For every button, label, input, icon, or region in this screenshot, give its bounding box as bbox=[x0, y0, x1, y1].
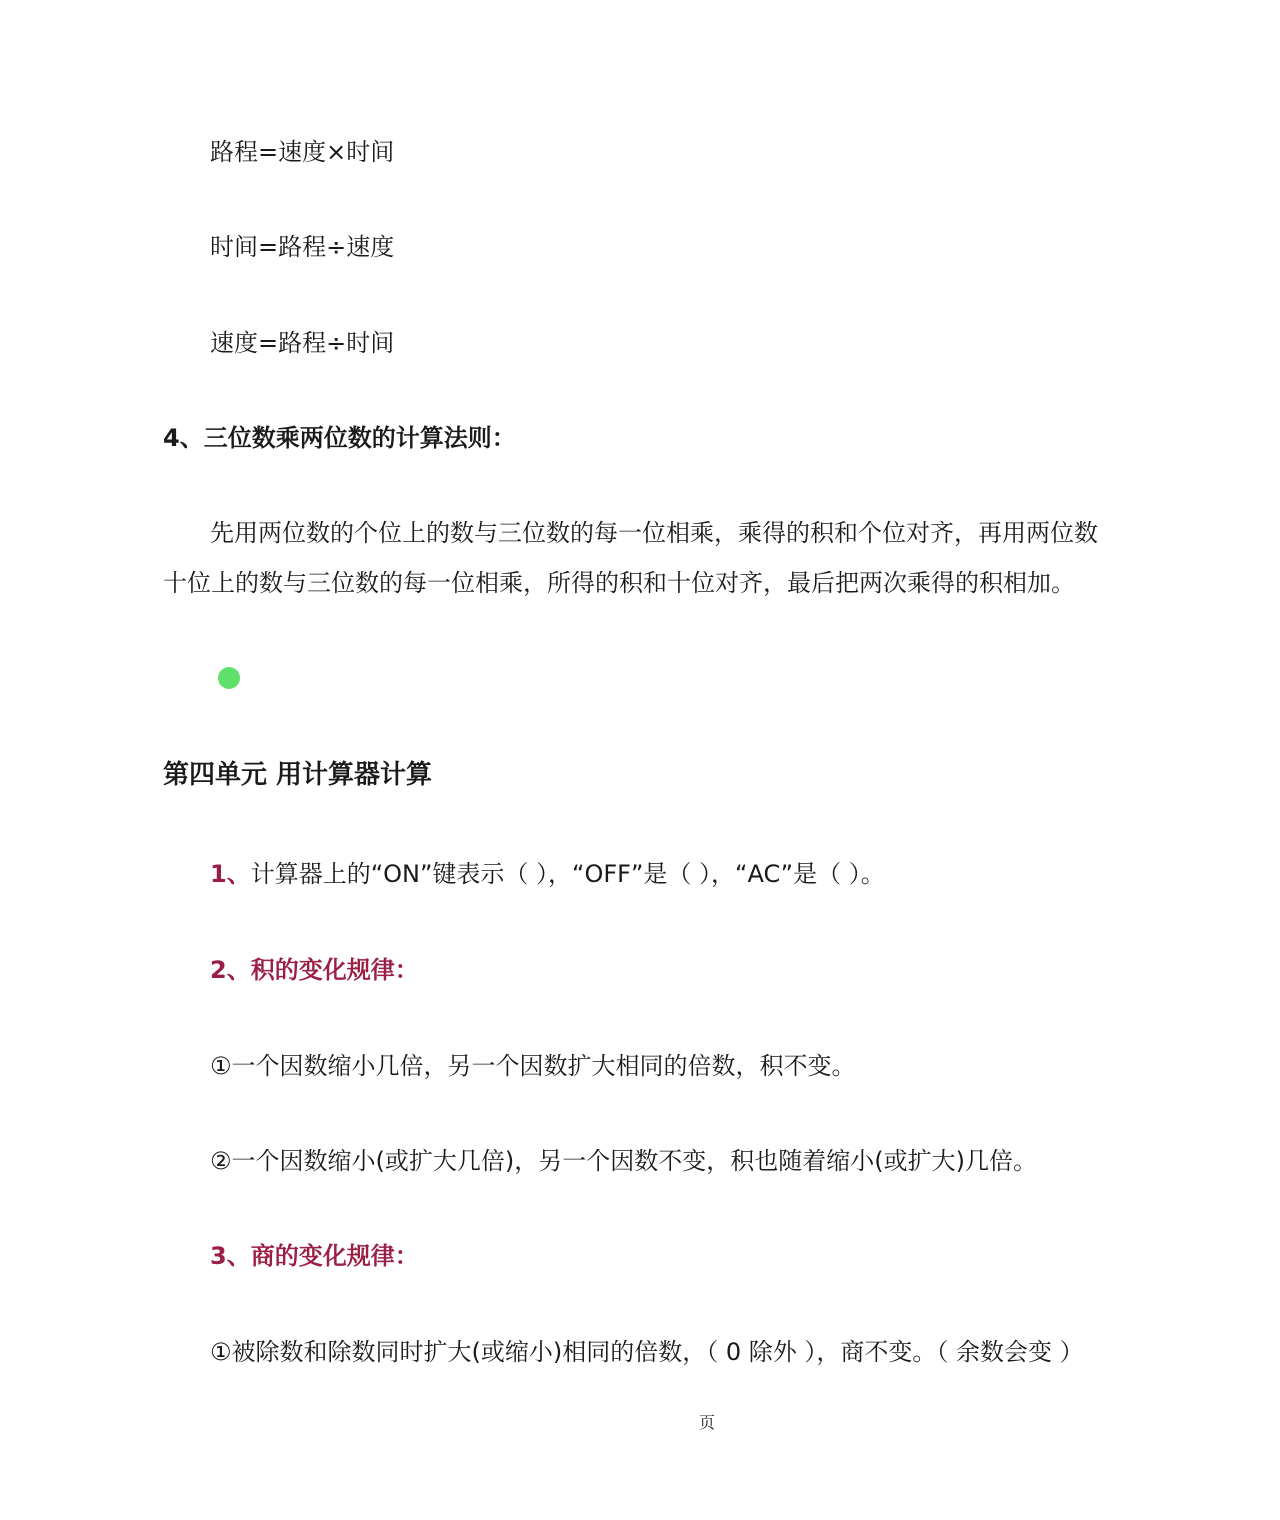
formula-distance: 路程=速度×时间 bbox=[210, 138, 395, 166]
formula-speed: 速度=路程÷时间 bbox=[210, 329, 395, 357]
product-rule-1: ①一个因数缩小几倍，另一个因数扩大相同的倍数，积不变。 bbox=[210, 1052, 856, 1080]
section4-paragraph-line1: 先用两位数的个位上的数与三位数的每一位相乘，乘得的积和个位对齐，再用两位数 bbox=[210, 519, 1098, 547]
section4-heading: 4、三位数乘两位数的计算法则： bbox=[163, 424, 516, 452]
product-rule-2: ②一个因数缩小(或扩大几倍)，另一个因数不变，积也随着缩小(或扩大)几倍。 bbox=[210, 1147, 1037, 1175]
page-footer-label: 页 bbox=[699, 1413, 716, 1432]
quotient-rule-1: ①被除数和除数同时扩大(或缩小)相同的倍数，（ 0 除外 ），商不变。（ 余数会变 ） bbox=[210, 1338, 1084, 1366]
unit4-question2-heading: 2、积的变化规律： bbox=[210, 956, 419, 984]
question1-text: 计算器上的“ON”键表示（ ），“OFF”是（ ），“AC”是（ ）。 bbox=[250, 860, 885, 888]
unit4-title: 第四单元 用计算器计算 bbox=[163, 760, 433, 790]
question1-number: 1、 bbox=[210, 860, 251, 888]
green-dot-icon bbox=[218, 667, 240, 689]
unit4-question3-heading: 3、商的变化规律： bbox=[210, 1242, 419, 1270]
section4-paragraph-line2: 十位上的数与三位数的每一位相乘，所得的积和十位对齐，最后把两次乘得的积相加。 bbox=[163, 569, 1075, 597]
unit4-question1 bbox=[210, 859, 885, 889]
formula-time: 时间=路程÷速度 bbox=[210, 233, 395, 261]
